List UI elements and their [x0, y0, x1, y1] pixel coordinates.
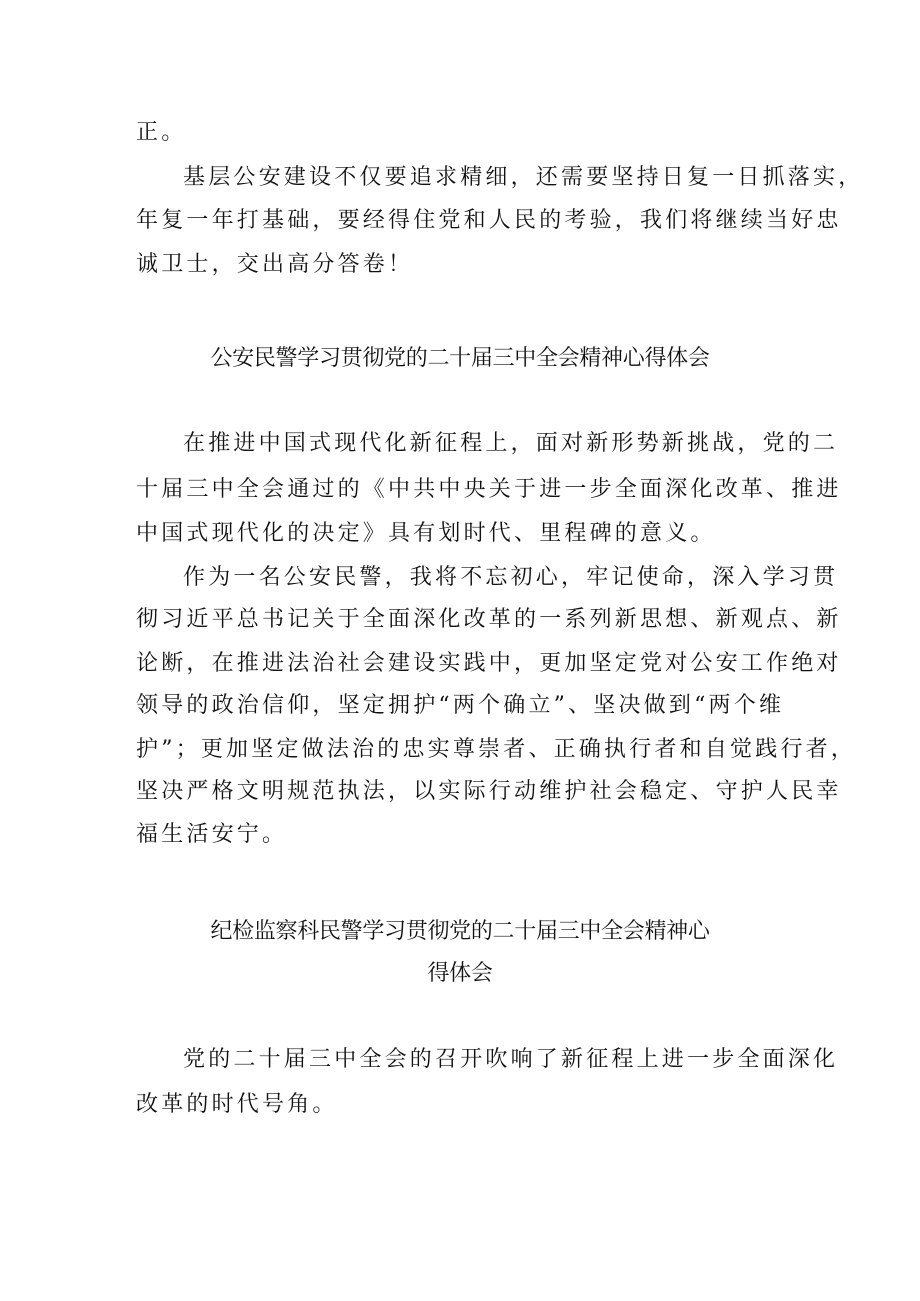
paragraph-line: 党的二十届三中全会的召开吹响了新征程上进一步全面深化 — [183, 1047, 839, 1072]
paragraph-line: 正。 — [136, 120, 187, 145]
paragraph-line: 坚决严格文明规范执法，以实际行动维护社会稳定、守护人民幸 — [136, 779, 842, 804]
paragraph-line: 改革的时代号角。 — [136, 1092, 338, 1117]
paragraph-line: 作为一名公安民警，我将不忘初心，牢记使命，深入学习贯 — [183, 565, 839, 590]
paragraph-line: 福生活安宁。 — [136, 822, 288, 847]
paragraph-line: 年复一年打基础，要经得住党和人民的考验，我们将继续当好忠 — [136, 208, 842, 233]
paragraph-line: 基层公安建设不仅要追求精细，还需要坚持日复一日抓落实， — [183, 165, 864, 190]
paragraph-line: 中国式现代化的决定》具有划时代、里程碑的意义。 — [136, 521, 716, 546]
paragraph-line: 十届三中全会通过的《中共中央关于进一步全面深化改革、推进 — [136, 477, 842, 502]
paragraph-line: 论断，在推进法治社会建设实践中，更加坚定党对公安工作绝对 — [136, 651, 842, 676]
article-heading: 公安民警学习贯彻党的二十届三中全会精神心得体会 — [210, 346, 710, 371]
paragraph-line: 领导的政治信仰，坚定拥护“两个确立”、坚决做到“两个维 — [136, 693, 785, 718]
paragraph-line: 彻习近平总书记关于全面深化改革的一系列新思想、新观点、新 — [136, 607, 842, 632]
paragraph-line: 护”；更加坚定做法治的忠实尊崇者、正确执行者和自觉践行者， — [136, 737, 857, 762]
paragraph-line: 诚卫士，交出高分答卷！ — [136, 252, 414, 277]
article-heading: 纪检监察科民警学习贯彻党的二十届三中全会精神心 — [210, 919, 710, 944]
paragraph-line: 在推进中国式现代化新征程上，面对新形势新挑战，党的二 — [183, 431, 839, 456]
article-heading-continued: 得体会 — [427, 961, 493, 986]
